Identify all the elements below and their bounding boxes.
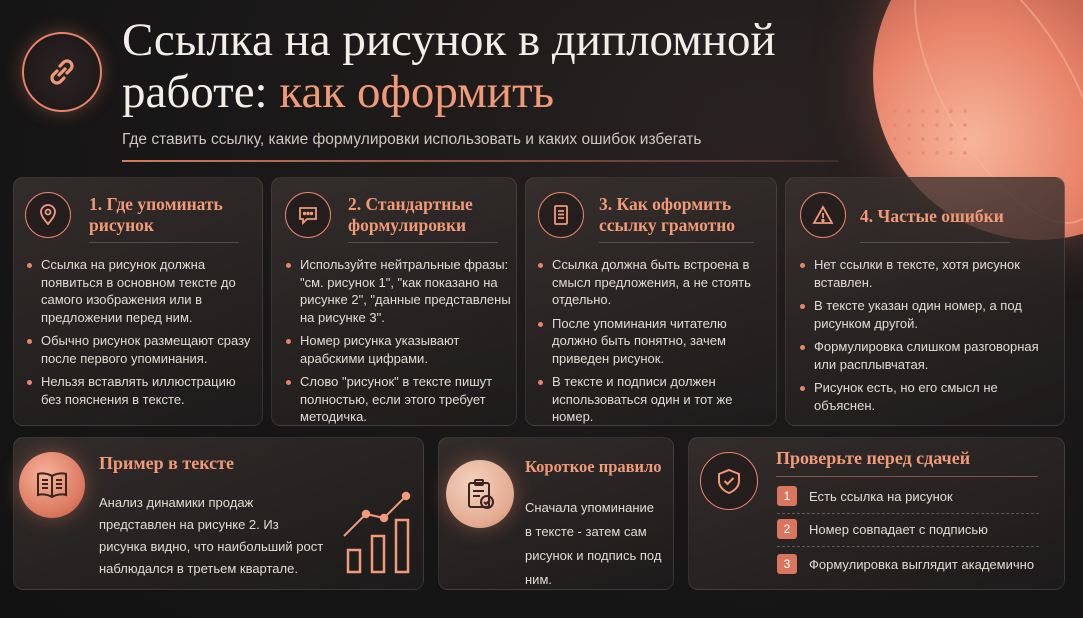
bullet-item: Слово "рисунок" в тексте пишут полностью, если этого требует методичка. xyxy=(286,373,512,426)
checklist-separator xyxy=(777,513,1039,514)
bullet-item: Нельзя вставлять иллюстрацию без пояснения в тексте. xyxy=(27,373,255,408)
open-book-icon xyxy=(19,452,85,518)
checklist-text: Номер совпадает с подписью xyxy=(809,521,988,537)
bullet-item: Рисунок есть, но его смысл не объяснен. xyxy=(800,379,1040,414)
bullet-item: После упоминания читателю должно быть понятно, зачем приведен рисунок. xyxy=(538,315,766,368)
card-divider xyxy=(348,242,498,243)
card-title: 1. Где упоминать рисунок xyxy=(89,194,223,235)
title-line-2 xyxy=(122,66,882,118)
bullet-item: Нет ссылки в тексте, хотя рисунок вставлен. xyxy=(800,256,1040,291)
bullet-item: Обычно рисунок размещают сразу после первого упоминания. xyxy=(27,332,255,367)
bullet-item: В тексте указан один номер, а под рисунком другой. xyxy=(800,297,1040,332)
shield-check-icon xyxy=(700,452,758,510)
checklist-number: 2 xyxy=(777,519,797,539)
card-title: 3. Как оформить ссылку грамотно xyxy=(599,194,736,235)
growth-chart-icon xyxy=(338,488,418,578)
card-divider xyxy=(860,242,1010,243)
example-title: Пример в тексте xyxy=(99,453,234,473)
bullet-item: Формулировка слишком разговорная или расплывчатая. xyxy=(800,338,1040,373)
checklist-text: Есть ссылка на рисунок xyxy=(809,488,953,504)
bullet-item: Номер рисунка указывают арабскими цифрами. xyxy=(286,332,512,367)
checklist-divider xyxy=(776,476,1038,477)
clipboard-check-icon xyxy=(446,460,514,528)
card-divider xyxy=(89,242,239,243)
rule-title: Короткое правило xyxy=(525,457,662,476)
card-title: 2. Стандартные формулировки xyxy=(348,194,473,235)
checklist-number: 3 xyxy=(777,554,797,574)
bullet-item: Ссылка должна быть встроена в смысл предложения, а не стоять отдельно. xyxy=(538,256,766,309)
card-divider xyxy=(599,242,754,243)
title-divider xyxy=(122,160,838,162)
example-text: Анализ динамики продаж представлен на рисунке 2. Из рисунка видно, что наибольший рост наблюдался в третьем квартале. xyxy=(99,495,324,576)
title-line-1: Ссылка на рисунок в дипломной xyxy=(122,14,776,66)
card-bullets xyxy=(538,256,766,432)
card-bullets xyxy=(27,256,255,414)
document-icon xyxy=(538,192,584,238)
page-title xyxy=(122,14,882,118)
rule-text: Сначала упоминание в тексте - затем сам рисунок и подпись под ним. xyxy=(525,500,662,587)
bullet-item: Ссылка на рисунок должна появиться в основном тексте до самого изображения или в предложении перед ним. xyxy=(27,256,255,326)
decorative-dot-grid xyxy=(888,104,968,160)
checklist-item xyxy=(777,485,1039,507)
checklist-number: 1 xyxy=(777,486,797,506)
checklist-item xyxy=(777,518,1039,540)
bullet-item: Используйте нейтральные фразы: "см. рисунок 1", "как показано на рисунке 2", "данные представлены на рисунке 3". xyxy=(286,256,512,326)
bullet-item: В тексте и подписи должен использоваться один и тот же номер. xyxy=(538,373,766,426)
checklist-item xyxy=(777,553,1039,575)
title-accent: как оформить xyxy=(279,66,555,118)
chat-bubble-icon xyxy=(285,192,331,238)
title-plain: работе: xyxy=(122,66,280,118)
checklist-title: Проверьте перед сдачей xyxy=(776,448,971,468)
card-bullets xyxy=(800,256,1040,420)
card-title: 4. Частые ошибки xyxy=(860,206,1004,226)
location-pin-icon xyxy=(25,192,71,238)
warning-icon xyxy=(800,192,846,238)
card-bullets xyxy=(286,256,512,432)
checklist-text: Формулировка выглядит академично xyxy=(809,556,1035,572)
checklist-separator xyxy=(777,546,1039,547)
page-subtitle: Где ставить ссылку, какие формулировки использовать и каких ошибок избегать xyxy=(122,131,702,148)
link-icon xyxy=(22,32,102,112)
